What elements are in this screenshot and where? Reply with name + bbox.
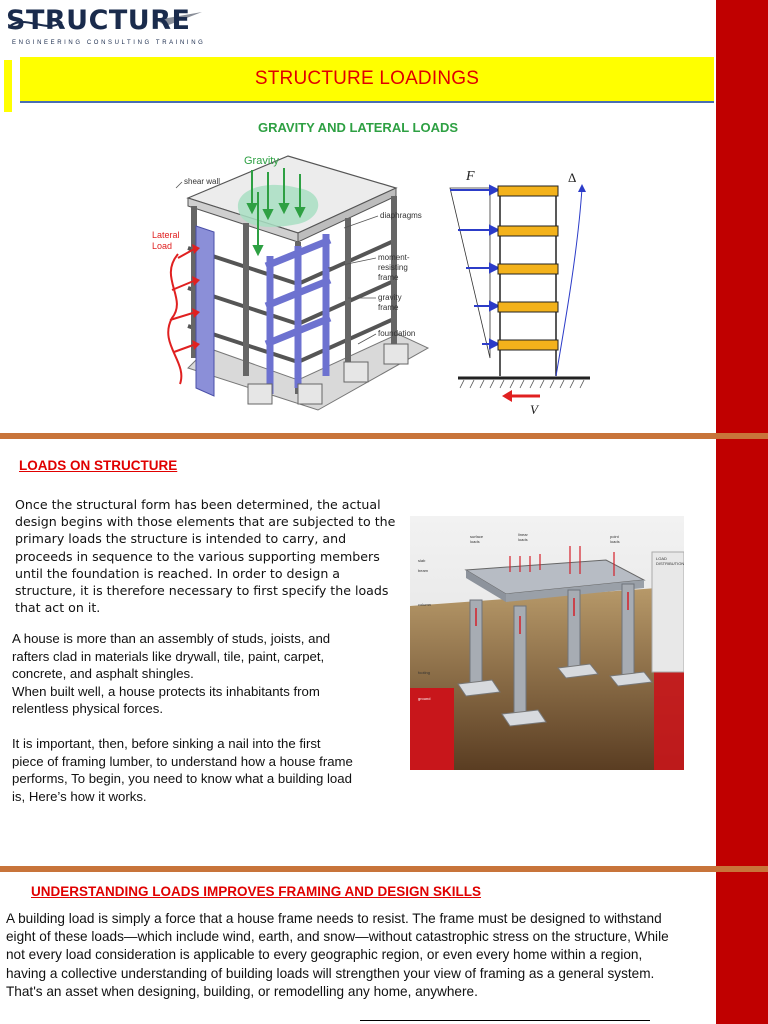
footing-label: footing <box>418 670 431 675</box>
section-divider-1 <box>0 433 768 439</box>
company-logo <box>6 4 206 48</box>
load-distribution-label: LOAD DISTRIBUTION <box>656 556 684 566</box>
building-load-definition-paragraph: A building load is simply a force that a house frame needs to resist. The frame must be designed to withstand eight of these loads—which include wind, earth, and snow—without catastrophic stress on the structure, While not every load consideration is applicable to every geographic region, or even every home within a region, having a collective understanding of building loads will strengthen your view of framing as a general system. That's an asset when designing, building, or remodelling any home, anywhere. <box>6 911 669 999</box>
section-heading-understanding: UNDERSTANDING LOADS IMPROVES FRAMING AND DESIGN SKILLS <box>31 884 482 899</box>
gravity-frame-label: gravity frame <box>378 293 402 312</box>
shear-wall-label: shear wall <box>184 177 221 186</box>
loads-definition-paragraph: Once the structural form has been determined, the actual design begins with those elements that are subjected to the primary loads the structure is intended to carry, and proceeds in sequence to the various supporting members until the foundation is reached. In order to design a structure, it is therefore necessary to first specify the loads that act on it. <box>15 497 396 616</box>
point-loads-label: point loads <box>610 534 620 544</box>
shear-label: V <box>530 402 538 417</box>
building-load-intro-paragraph: It is important, then, before sinking a nail into the first piece of framing lumber, to understand how a house frame performs, To begin, you need to know what a building load is, Here’s how it works. <box>12 736 353 804</box>
slab-label: slab <box>418 558 426 563</box>
diaphragms-label: diaphragms <box>380 211 422 220</box>
page-title: STRUCTURE LOADINGS <box>254 68 480 89</box>
force-label: F <box>466 169 475 184</box>
title-accent-stripe <box>4 60 12 112</box>
surface-loads-label: surface loads <box>470 534 484 544</box>
beam-label: beam <box>418 568 429 573</box>
logo-tagline: ENGINEERING CONSULTING TRAINING <box>12 40 206 46</box>
footer-rule <box>360 1020 650 1021</box>
column-label: column <box>418 602 431 607</box>
foundation-label: foundation <box>378 329 416 338</box>
drift-label: Δ <box>568 170 577 185</box>
section-divider-2 <box>0 866 768 872</box>
load-path-figure <box>410 516 684 770</box>
logo-wordmark: STRUCTURE <box>6 5 191 36</box>
linear-loads-label: linear loads <box>518 532 528 542</box>
house-assembly-paragraph: A house is more than an assembly of studs, joists, and rafters clad in materials like drywall, tile, paint, carpet, concrete, and asphalt shingles. When built well, a house protects its inhabitants from relentless physical forces. <box>12 631 331 717</box>
section-heading-loads: LOADS ON STRUCTURE <box>19 458 178 473</box>
gravity-label: Gravity <box>244 155 279 167</box>
lateral-load-label: Lateral Load <box>152 230 180 251</box>
title-band <box>20 57 714 103</box>
lateral-drift-figure <box>440 158 600 420</box>
building-loads-figure <box>148 148 430 430</box>
moment-frame-label: moment-resisting frame <box>378 253 410 282</box>
ground-label: ground <box>418 696 431 701</box>
page-subtitle: GRAVITY AND LATERAL LOADS <box>257 120 459 135</box>
